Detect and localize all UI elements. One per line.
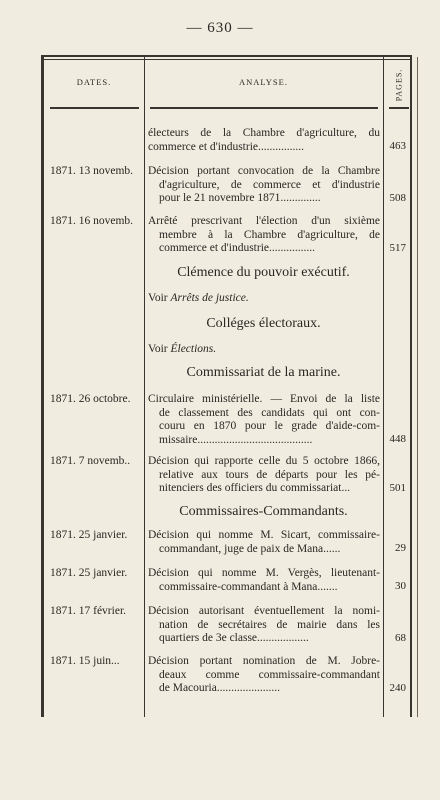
analysis-line: d'agriculture, de commerce et d'industrie [159, 178, 380, 191]
index-table [41, 55, 412, 717]
analysis-line: relative aux tours de départs pour les pé- [159, 468, 380, 481]
entry-page: 501 [389, 482, 406, 494]
column-rule-pages [383, 57, 384, 717]
analysis-line: commissaire-commandant à Mana....... [159, 580, 338, 593]
entry-analysis [148, 655, 380, 696]
analysis-line: membre à la Chambre d'agriculture, de [159, 228, 380, 241]
header-pages [387, 63, 411, 107]
see-prefix: Voir [148, 343, 168, 355]
entry-analysis [148, 455, 380, 496]
section-title: Colléges électoraux. [206, 316, 321, 331]
entry-date: 1871. 17 février. [50, 605, 127, 617]
entry-analysis [148, 127, 380, 154]
see-prefix: Voir [148, 292, 168, 304]
analysis-line: Arrêté prescrivant l'élection d'un sixième [148, 215, 380, 227]
entry-date: 1871. 7 novemb.. [50, 455, 131, 467]
entry-page: 448 [389, 433, 406, 445]
analysis-line: de classement des candidats qui ont con- [159, 406, 380, 419]
analysis-line: missaire........................................ [159, 433, 313, 446]
analysis-line: couru en 1870 pour le grade d'aide-com- [159, 420, 380, 432]
header-underline-dates [50, 107, 139, 109]
see-target: Élections. [170, 343, 217, 355]
entry-analysis [148, 393, 380, 447]
analysis-line: Décision qui rapporte celle du 5 octobre 1866, [148, 455, 380, 467]
entry-page: 68 [395, 632, 406, 644]
see-reference [148, 292, 249, 304]
page-number: — 630 — [186, 20, 254, 36]
entry-date: 1871. 13 novemb. [50, 165, 134, 177]
analysis-line: commerce et d'industrie................ [159, 242, 316, 254]
see-reference [148, 343, 216, 355]
analysis-line: de Macouria...................... [159, 682, 281, 694]
section-title: Commissaires-Commandants. [179, 504, 348, 519]
analysis-line: pour le 21 novembre 1871.............. [159, 192, 321, 204]
header-underline-analyse [150, 107, 378, 109]
entry-page: 30 [395, 580, 406, 592]
entry-page: 508 [389, 192, 406, 204]
section-title: Clémence du pouvoir exécutif. [177, 265, 350, 280]
analysis-line: électeurs de la Chambre d'agriculture, du [148, 127, 380, 139]
analysis-line: Décision portant convocation de la Chambre [148, 165, 380, 177]
analysis-line: Circulaire ministérielle. — Envoi de la liste [148, 393, 380, 405]
entry-date: 1871. 25 janvier. [50, 567, 128, 579]
table-header [44, 57, 410, 111]
entry-page: 463 [389, 140, 406, 152]
analysis-line: Décision autorisant éventuellement la nomi- [148, 605, 380, 617]
entry-analysis [148, 165, 380, 206]
analysis-line: nitenciers des officiers du commissariat... [159, 482, 351, 494]
entry-analysis [148, 529, 380, 556]
entry-date: 1871. 26 octobre. [50, 393, 131, 405]
analysis-line: Décision portant nomination de M. Jobre- [148, 655, 380, 667]
entry-date: 1871. 25 janvier. [50, 529, 128, 541]
entry-page: 29 [395, 542, 406, 554]
entry-date: 1871. 15 juin... [50, 655, 120, 667]
header-analyse: ANALYSE. [239, 77, 288, 87]
entry-analysis [148, 605, 380, 646]
analysis-line: Décision qui nomme M. Vergès, lieutenant- [148, 567, 380, 579]
entry-page: 240 [389, 682, 406, 694]
analysis-line: commandant, juge de paix de Mana...... [159, 542, 341, 555]
section-title: Commissariat de la marine. [186, 365, 341, 380]
header-underline-pages [389, 107, 409, 109]
analysis-line: commerce et d'industrie................ [148, 140, 305, 153]
analysis-line: Décision qui nomme M. Sicart, commissaire- [148, 529, 380, 541]
entry-date: 1871. 16 novemb. [50, 215, 134, 227]
analysis-line: deaux comme commissaire-commandant [159, 668, 380, 681]
see-target: Arrêts de justice. [170, 292, 249, 304]
entry-analysis [148, 567, 380, 594]
header-dates: DATES. [76, 77, 112, 87]
column-rule-dates [144, 57, 145, 717]
analysis-line: quartiers de 3e classe.................. [159, 632, 309, 644]
entry-analysis [148, 215, 380, 256]
entry-page: 517 [389, 242, 406, 254]
header-pages-label: PAGES. [394, 68, 404, 102]
analysis-line: nation de secrétaires de mairie dans les [159, 618, 380, 631]
